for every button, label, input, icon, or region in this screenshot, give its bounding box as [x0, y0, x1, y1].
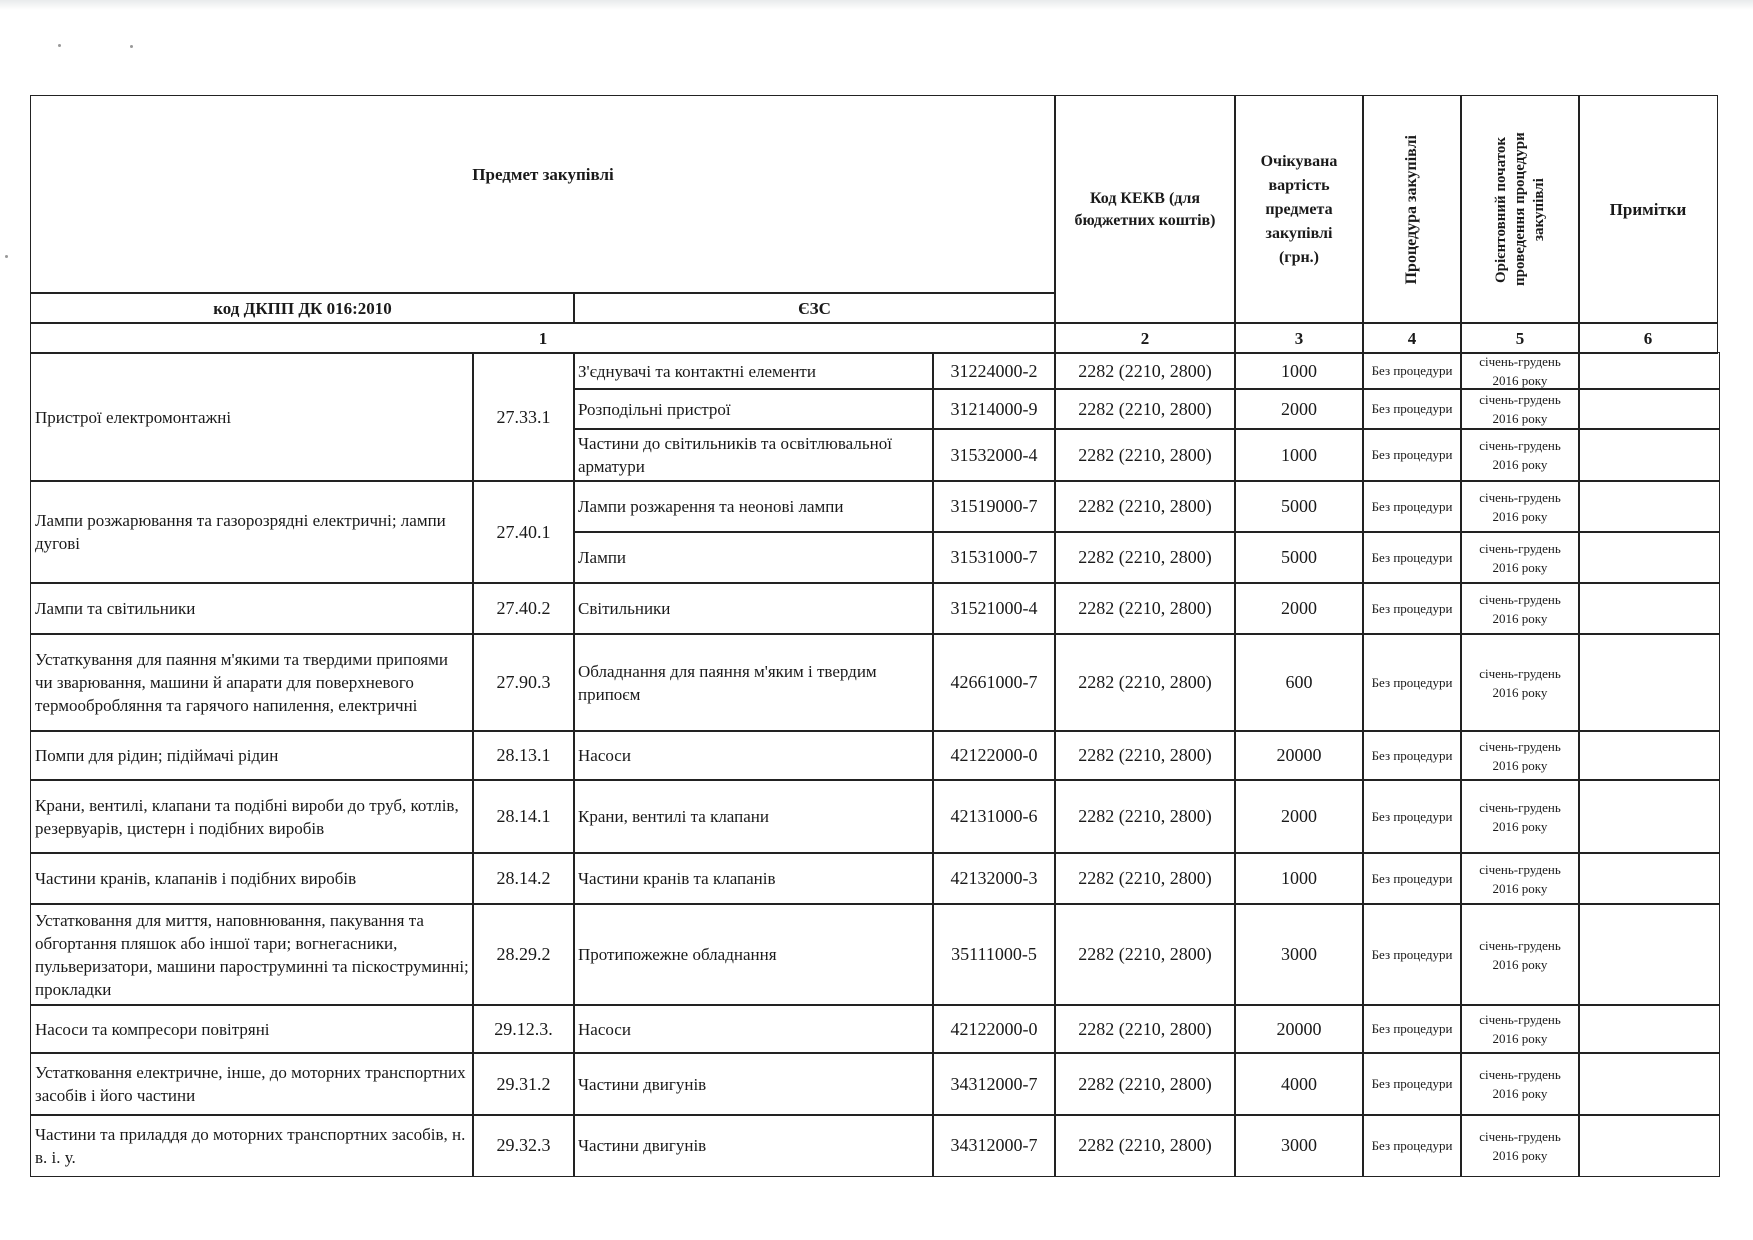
header-procedure-text: Процедура закупівлі — [1403, 134, 1420, 285]
expected-cost — [1234, 480, 1364, 533]
dkpp-code — [472, 480, 575, 584]
dkpp-code-text: 28.29.2 — [496, 944, 551, 964]
procedure-period-text: січень-грудень 2016 року — [1479, 861, 1561, 896]
kekv-code — [1054, 480, 1236, 533]
column-number-2 — [1054, 322, 1236, 354]
expected-cost-text: 3000 — [1281, 1135, 1317, 1155]
group-name-text: Крани, вентилі, клапани та подібні вироби до труб, котлів, резервуарів, цистерн і подібних виробів — [35, 795, 459, 838]
column-number-6-text: 6 — [1643, 328, 1653, 348]
kekv-code — [1054, 633, 1236, 732]
kekv-code — [1054, 582, 1236, 635]
header-code-dkpp — [30, 292, 575, 324]
procedure-type-text: Без процедури — [1371, 1076, 1453, 1091]
ezs-code-text: 35111000-5 — [951, 944, 1037, 964]
procedure-type-text: Без процедури — [1371, 600, 1453, 616]
group-name-text: Устатковання для миття, наповнювання, пакування та обгортання пляшок або іншої тари; вогнегасники, пульверизатори, машини пароструминні та піскоструминні; прокладки — [35, 910, 469, 999]
procedure-period — [1460, 852, 1580, 905]
procedure-period-text: січень-грудень 2016 року — [1479, 392, 1561, 426]
kekv-code-text: 2282 (2210, 2800) — [1078, 598, 1212, 618]
expected-cost — [1234, 1114, 1364, 1177]
procedure-type — [1362, 903, 1462, 1006]
procedure-type-text: Без процедури — [1371, 1021, 1453, 1036]
note — [1578, 633, 1720, 732]
header-expected-cost — [1234, 95, 1364, 324]
kekv-code — [1054, 531, 1236, 584]
column-number-2-text: 2 — [1140, 328, 1150, 348]
group-name — [30, 1052, 474, 1116]
expected-cost — [1234, 903, 1364, 1006]
ezs-code — [932, 903, 1056, 1006]
procedure-type — [1362, 852, 1462, 905]
header-code-ezs — [573, 292, 1056, 324]
expected-cost — [1234, 352, 1364, 390]
header-procedure — [1362, 95, 1462, 324]
note — [1578, 582, 1720, 635]
ezs-name-text: Частини двигунів — [578, 1136, 707, 1155]
expected-cost-text: 20000 — [1276, 1018, 1322, 1039]
procedure-period-text: січень-грудень 2016 року — [1479, 1012, 1561, 1046]
expected-cost-text: 2000 — [1281, 806, 1317, 826]
procedure-period — [1460, 730, 1580, 781]
ezs-code-text: 34312000-7 — [950, 1135, 1038, 1155]
group-name — [30, 480, 474, 584]
kekv-code-text: 2282 (2210, 2800) — [1078, 496, 1212, 516]
kekv-code-text: 2282 (2210, 2800) — [1078, 944, 1212, 964]
procedure-period — [1460, 388, 1580, 430]
scan-speck — [130, 45, 133, 48]
expected-cost-text: 2000 — [1281, 398, 1317, 419]
ezs-name-text: Крани, вентилі та клапани — [578, 807, 769, 826]
procedure-type — [1362, 352, 1462, 390]
kekv-code — [1054, 428, 1236, 482]
ezs-code — [932, 852, 1056, 905]
procedure-period — [1460, 582, 1580, 635]
scan-speck — [58, 44, 61, 47]
procedure-period — [1460, 1114, 1580, 1177]
expected-cost-text: 4000 — [1281, 1073, 1317, 1094]
ezs-name-text: Протипожежне обладнання — [578, 945, 777, 964]
procedure-type-text: Без процедури — [1371, 363, 1453, 378]
ezs-name-text: Обладнання для паяння м'яким і твердим припоєм — [578, 661, 877, 704]
group-name — [30, 903, 474, 1006]
note — [1578, 779, 1720, 854]
procedure-type — [1362, 531, 1462, 584]
dkpp-code — [472, 903, 575, 1006]
ezs-name — [573, 428, 934, 482]
procedure-period — [1460, 428, 1580, 482]
procedure-period-text: січень-грудень 2016 року — [1479, 540, 1561, 575]
expected-cost — [1234, 633, 1364, 732]
dkpp-code-text: 28.14.1 — [496, 806, 551, 826]
ezs-name — [573, 582, 934, 635]
procedure-period — [1460, 352, 1580, 390]
procedure-type — [1362, 730, 1462, 781]
kekv-code-text: 2282 (2210, 2800) — [1078, 806, 1212, 826]
procedure-type-text: Без процедури — [1371, 808, 1453, 824]
dkpp-code-text: 28.14.2 — [496, 868, 551, 888]
kekv-code — [1054, 388, 1236, 430]
group-name — [30, 352, 474, 482]
ezs-name — [573, 1052, 934, 1116]
dkpp-code — [472, 1052, 575, 1116]
group-name — [30, 1004, 474, 1054]
dkpp-code — [472, 730, 575, 781]
procedure-period-text: січень-грудень 2016 року — [1479, 354, 1561, 388]
note — [1578, 730, 1720, 781]
ezs-name-text: Насоси — [578, 746, 631, 765]
ezs-code — [932, 730, 1056, 781]
note — [1578, 903, 1720, 1006]
header-subject — [30, 95, 1056, 294]
note — [1578, 352, 1720, 390]
kekv-code-text: 2282 (2210, 2800) — [1078, 360, 1212, 381]
ezs-name — [573, 531, 934, 584]
kekv-code-text: 2282 (2210, 2800) — [1078, 1073, 1212, 1094]
expected-cost-text: 1000 — [1281, 360, 1317, 381]
group-name-text: Лампи та світильники — [35, 599, 196, 618]
expected-cost — [1234, 428, 1364, 482]
dkpp-code — [472, 633, 575, 732]
expected-cost — [1234, 531, 1364, 584]
procedure-type — [1362, 779, 1462, 854]
ezs-name — [573, 480, 934, 533]
group-name — [30, 779, 474, 854]
ezs-name — [573, 633, 934, 732]
procedure-period-text: січень-грудень 2016 року — [1479, 438, 1561, 472]
note — [1578, 1052, 1720, 1116]
group-name-text: Пристрої електромонтажні — [35, 407, 232, 427]
ezs-code — [932, 582, 1056, 635]
group-name — [30, 1114, 474, 1177]
procedure-type-text: Без процедури — [1371, 401, 1453, 416]
expected-cost-text: 600 — [1285, 672, 1313, 692]
ezs-code — [932, 779, 1056, 854]
dkpp-code-text: 27.40.1 — [496, 521, 551, 542]
dkpp-code-text: 27.90.3 — [496, 672, 551, 692]
procedure-type — [1362, 388, 1462, 430]
dkpp-code-text: 27.40.2 — [496, 598, 551, 618]
procedure-type-text: Без процедури — [1371, 747, 1453, 763]
ezs-code — [932, 388, 1056, 430]
expected-cost-text: 1000 — [1281, 868, 1317, 888]
procedure-period-text: січень-грудень 2016 року — [1479, 799, 1561, 834]
ezs-code — [932, 633, 1056, 732]
column-number-3 — [1234, 322, 1364, 354]
procedure-period — [1460, 531, 1580, 584]
ezs-name-text: Частини до світильників та освітлювальної арматури — [578, 434, 892, 476]
kekv-code-text: 2282 (2210, 2800) — [1078, 398, 1212, 419]
group-name — [30, 852, 474, 905]
ezs-name-text: Насоси — [578, 1019, 631, 1039]
header-kekv — [1054, 95, 1236, 324]
procedure-type — [1362, 1114, 1462, 1177]
ezs-code — [932, 480, 1056, 533]
ezs-name — [573, 352, 934, 390]
expected-cost-text: 20000 — [1276, 745, 1322, 765]
ezs-name — [573, 1114, 934, 1177]
procedure-period — [1460, 1052, 1580, 1116]
expected-cost — [1234, 1052, 1364, 1116]
procedure-type — [1362, 1052, 1462, 1116]
ezs-name-text: Світильники — [578, 599, 671, 618]
kekv-code-text: 2282 (2210, 2800) — [1078, 868, 1212, 888]
dkpp-code — [472, 779, 575, 854]
note — [1578, 1114, 1720, 1177]
ezs-name-text: Частини двигунів — [578, 1074, 707, 1094]
expected-cost — [1234, 852, 1364, 905]
column-number-4-text: 4 — [1407, 328, 1417, 348]
column-number-1 — [30, 322, 1056, 354]
procedure-period — [1460, 1004, 1580, 1054]
ezs-name-text: Частини кранів та клапанів — [578, 869, 776, 888]
column-number-5-text: 5 — [1515, 328, 1525, 348]
kekv-code — [1054, 779, 1236, 854]
procedure-type-text: Без процедури — [1371, 549, 1453, 565]
group-name-text: Частини та приладдя до моторних транспортних засобів, н. в. і. у. — [35, 1124, 466, 1167]
group-name-text: Насоси та компресори повітряні — [35, 1019, 270, 1039]
note — [1578, 531, 1720, 584]
group-name — [30, 633, 474, 732]
ezs-code — [932, 1004, 1056, 1054]
ezs-name — [573, 388, 934, 430]
ezs-name — [573, 903, 934, 1006]
group-name-text: Частини кранів, клапанів і подібних виробів — [35, 869, 357, 888]
procedure-period-text: січень-грудень 2016 року — [1479, 591, 1561, 626]
procedure-period-text: січень-грудень 2016 року — [1479, 665, 1561, 700]
note — [1578, 428, 1720, 482]
group-name-text: Устатковання електричне, інше, до моторних транспортних засобів і його частини — [35, 1063, 466, 1105]
kekv-code-text: 2282 (2210, 2800) — [1078, 1018, 1212, 1039]
header-code-dkpp-text: код ДКПП ДК 016:2010 — [213, 298, 392, 318]
procedure-period-text: січень-грудень 2016 року — [1479, 937, 1561, 972]
kekv-code-text: 2282 (2210, 2800) — [1078, 444, 1212, 465]
header-notes-text: Примітки — [1609, 200, 1687, 219]
expected-cost — [1234, 388, 1364, 430]
column-number-1-text: 1 — [538, 328, 548, 348]
expected-cost-text: 1000 — [1281, 444, 1317, 465]
dkpp-code-text: 29.32.3 — [496, 1135, 551, 1155]
procedure-type — [1362, 480, 1462, 533]
procedure-type-text: Без процедури — [1371, 870, 1453, 886]
ezs-code-text: 42122000-0 — [950, 1018, 1038, 1039]
expected-cost-text: 5000 — [1281, 547, 1317, 567]
header-subject-text: Предмет закупівлі — [472, 165, 614, 184]
column-number-4 — [1362, 322, 1462, 354]
ezs-name — [573, 852, 934, 905]
procedure-type-text: Без процедури — [1371, 447, 1453, 462]
expected-cost-text: 5000 — [1281, 496, 1317, 516]
dkpp-code-text: 28.13.1 — [496, 745, 551, 765]
note — [1578, 1004, 1720, 1054]
dkpp-code-text: 29.31.2 — [496, 1073, 551, 1094]
ezs-code-text: 42122000-0 — [950, 745, 1038, 765]
expected-cost — [1234, 582, 1364, 635]
ezs-code-text: 42132000-3 — [950, 868, 1038, 888]
ezs-name — [573, 1004, 934, 1054]
procedure-type-text: Без процедури — [1371, 674, 1453, 690]
expected-cost-text: 3000 — [1281, 944, 1317, 964]
header-kekv-text: Код КЕКВ (для бюджетних коштів) — [1074, 189, 1216, 229]
ezs-code-text: 31521000-4 — [950, 598, 1038, 618]
header-code-ezs-text: ЄЗС — [798, 298, 831, 318]
kekv-code-text: 2282 (2210, 2800) — [1078, 547, 1212, 567]
procedure-type-text: Без процедури — [1371, 946, 1453, 962]
procedure-type — [1362, 1004, 1462, 1054]
group-name-text: Помпи для рідин; підіймачі рідин — [35, 746, 279, 765]
ezs-name — [573, 779, 934, 854]
ezs-code-text: 31214000-9 — [950, 398, 1038, 419]
kekv-code-text: 2282 (2210, 2800) — [1078, 672, 1212, 692]
kekv-code — [1054, 730, 1236, 781]
kekv-code — [1054, 1004, 1236, 1054]
scan-speck — [5, 255, 8, 258]
procedure-period-text: січень-грудень 2016 року — [1479, 738, 1561, 773]
procedure-period — [1460, 480, 1580, 533]
expected-cost-text: 2000 — [1281, 598, 1317, 618]
dkpp-code — [472, 1114, 575, 1177]
procedure-type — [1362, 582, 1462, 635]
column-number-5 — [1460, 322, 1580, 354]
procedure-type-text: Без процедури — [1371, 1137, 1453, 1153]
procedure-period-text: січень-грудень 2016 року — [1479, 1067, 1561, 1101]
note — [1578, 480, 1720, 533]
kekv-code — [1054, 1114, 1236, 1177]
procedure-period — [1460, 633, 1580, 732]
note — [1578, 852, 1720, 905]
ezs-code-text: 31224000-2 — [950, 360, 1038, 381]
kekv-code-text: 2282 (2210, 2800) — [1078, 745, 1212, 765]
procedure-type-text: Без процедури — [1371, 498, 1453, 514]
dkpp-code — [472, 352, 575, 482]
scan-top-edge — [0, 0, 1753, 10]
ezs-name-text: З'єднувачі та контактні елементи — [578, 361, 816, 381]
column-number-3-text: 3 — [1294, 328, 1304, 348]
expected-cost — [1234, 730, 1364, 781]
expected-cost — [1234, 1004, 1364, 1054]
dkpp-code — [472, 1004, 575, 1054]
ezs-code — [932, 352, 1056, 390]
group-name — [30, 730, 474, 781]
group-name — [30, 582, 474, 635]
kekv-code — [1054, 852, 1236, 905]
column-number-6 — [1578, 322, 1718, 354]
note — [1578, 388, 1720, 430]
ezs-code — [932, 531, 1056, 584]
header-start-date — [1460, 95, 1580, 324]
group-name-text: Устаткування для паяння м'якими та твердими припоями чи зварювання, машини й апарати для поверхневого термообробляння та гарячого напилення, електричні — [35, 650, 448, 715]
ezs-code-text: 31532000-4 — [950, 444, 1038, 465]
ezs-code-text: 31531000-7 — [950, 547, 1038, 567]
kekv-code-text: 2282 (2210, 2800) — [1078, 1135, 1212, 1155]
ezs-name-text: Лампи — [578, 548, 627, 567]
header-start-date-text: Орієнтовний початок проведення процедури закупівлі — [1492, 132, 1547, 287]
dkpp-code-text: 29.12.3. — [494, 1018, 553, 1039]
ezs-code-text: 42661000-7 — [950, 672, 1038, 692]
ezs-name-text: Розподільні пристрої — [578, 399, 731, 419]
ezs-code-text: 42131000-6 — [950, 806, 1038, 826]
dkpp-code — [472, 582, 575, 635]
kekv-code — [1054, 1052, 1236, 1116]
kekv-code — [1054, 903, 1236, 1006]
group-name-text: Лампи розжарювання та газорозрядні електричні; лампи дугові — [35, 511, 446, 553]
dkpp-code — [472, 852, 575, 905]
header-expected-cost-text: Очікувана вартість предмета закупівлі (грн.) — [1260, 152, 1338, 266]
ezs-code-text: 34312000-7 — [950, 1073, 1038, 1094]
procedure-period — [1460, 903, 1580, 1006]
dkpp-code-text: 27.33.1 — [496, 406, 551, 427]
ezs-code — [932, 1114, 1056, 1177]
header-notes — [1578, 95, 1718, 324]
ezs-code — [932, 428, 1056, 482]
ezs-name-text: Лампи розжарення та неонові лампи — [578, 497, 844, 516]
procedure-type — [1362, 633, 1462, 732]
expected-cost — [1234, 779, 1364, 854]
ezs-name — [573, 730, 934, 781]
kekv-code — [1054, 352, 1236, 390]
procedure-period — [1460, 779, 1580, 854]
ezs-code — [932, 1052, 1056, 1116]
ezs-code-text: 31519000-7 — [950, 496, 1038, 516]
procedure-period-text: січень-грудень 2016 року — [1479, 489, 1561, 524]
procedure-type — [1362, 428, 1462, 482]
procedure-period-text: січень-грудень 2016 року — [1479, 1128, 1561, 1163]
